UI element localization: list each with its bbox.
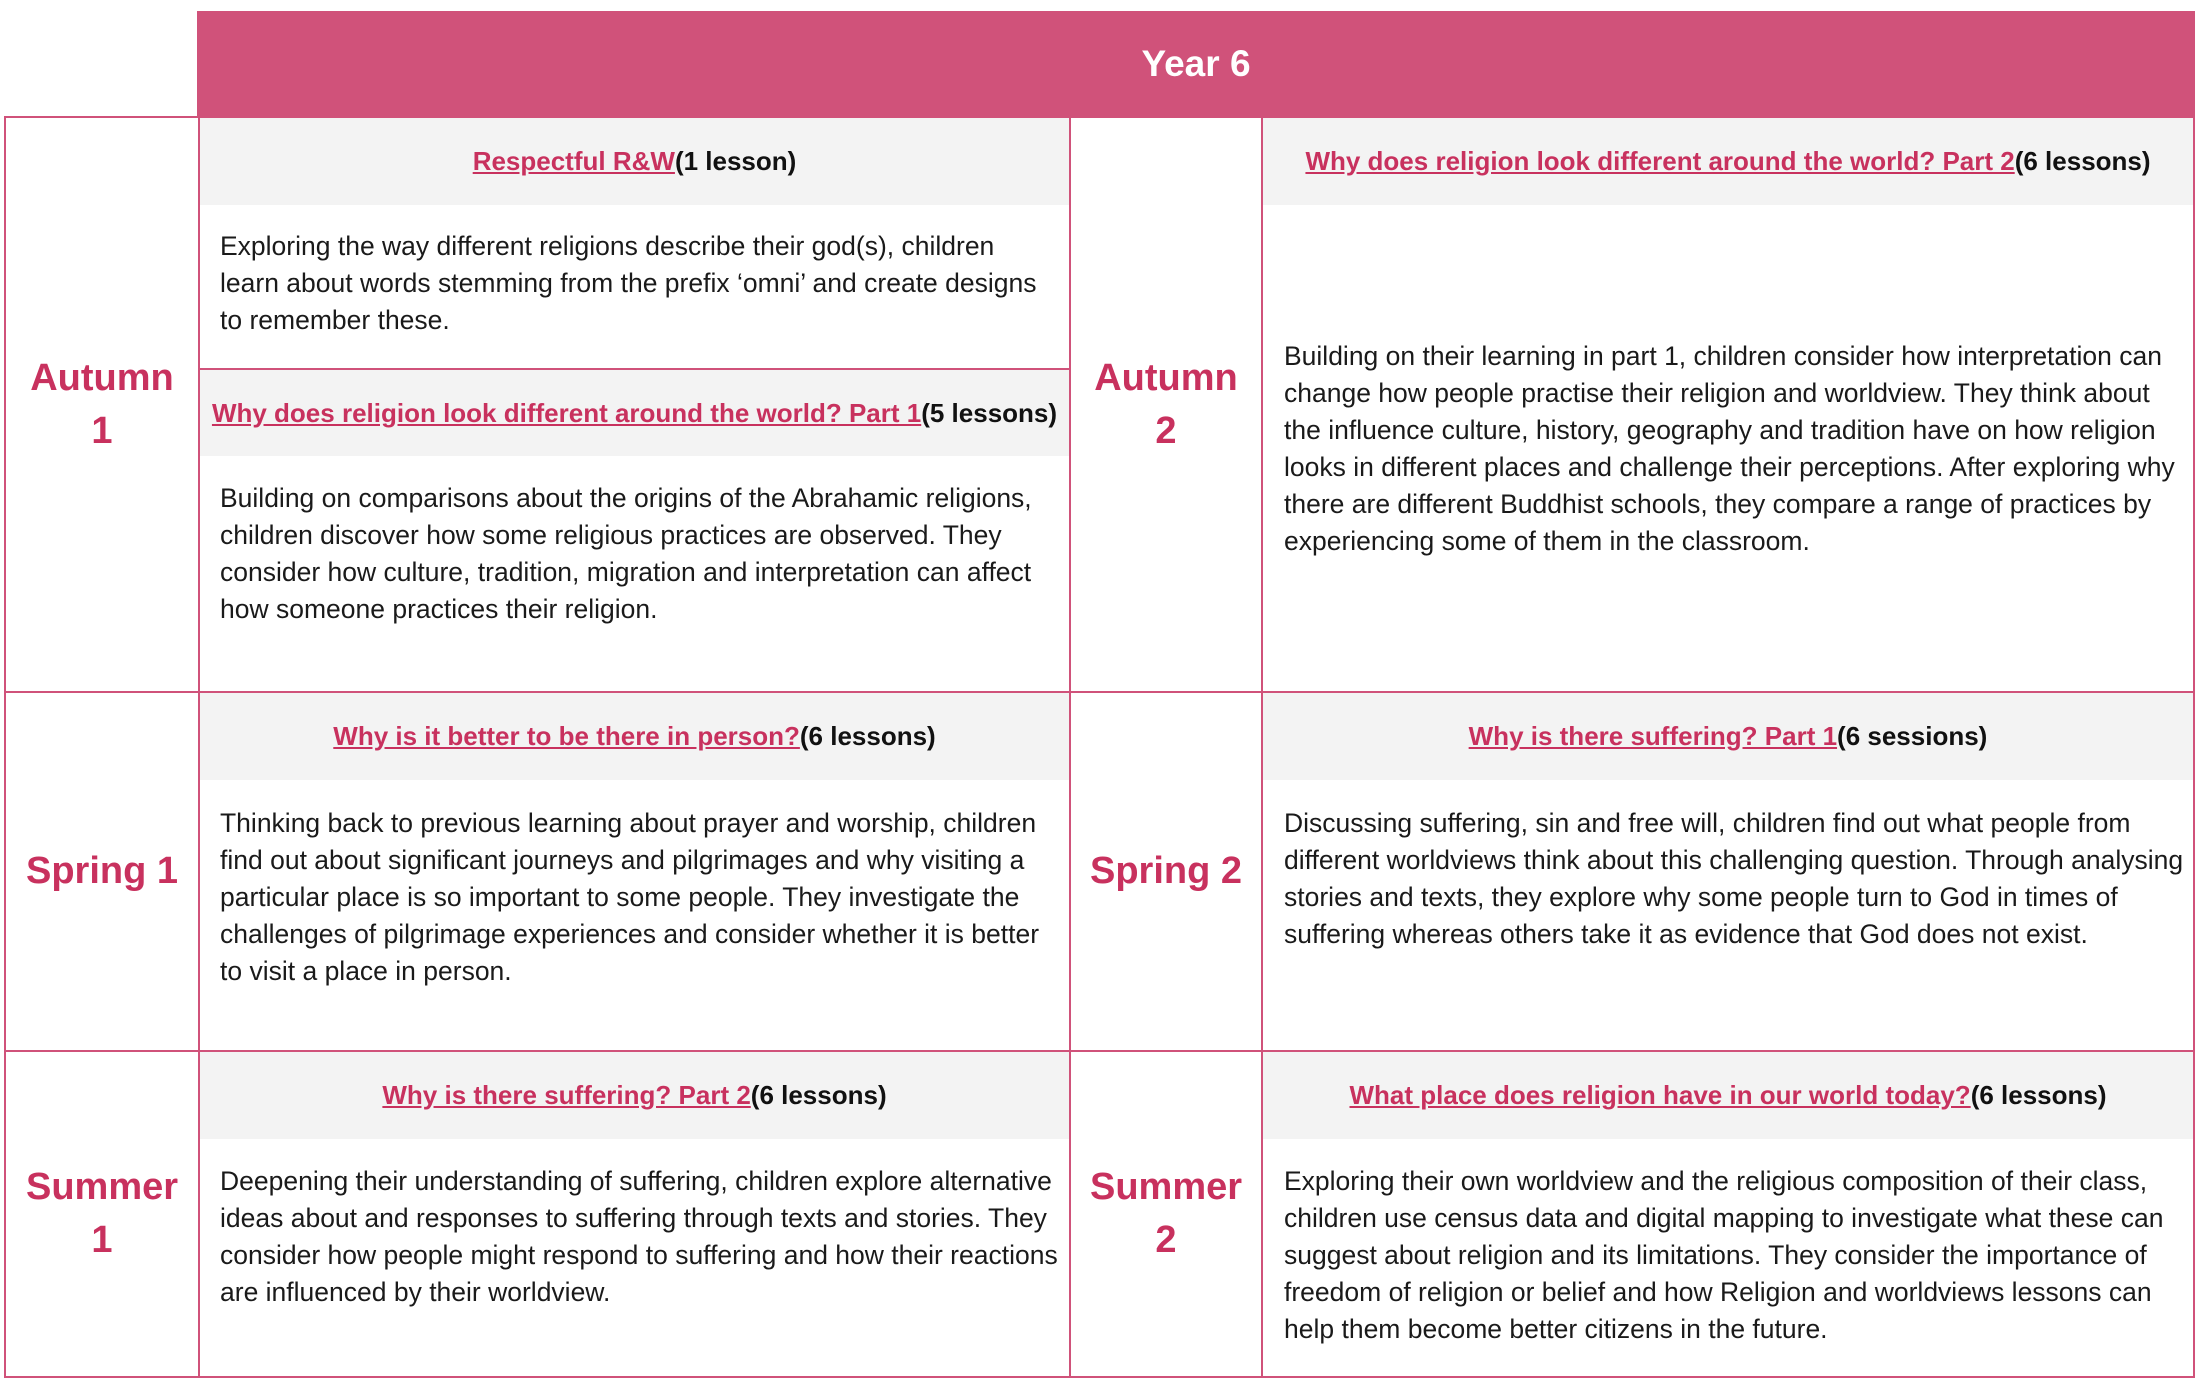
term-label-spring-1: Spring 1 bbox=[25, 850, 179, 892]
unit-description-better-in-person: Thinking back to previous learning about prayer and worship, children find out about significant journeys and pilgrimages and why visiting a particular place is so important to some people. They investigate the challenges of pilgrimage experiences and consider whether it is better to visit a place in person. bbox=[220, 808, 1040, 986]
unit-lesson-count: (1 lesson) bbox=[674, 146, 797, 176]
term-label-summer-1: Summer 1 bbox=[25, 1166, 179, 1261]
unit-lesson-count: (6 lessons) bbox=[750, 1080, 887, 1110]
unit-header-religion-different-part2 bbox=[1263, 118, 2193, 205]
unit-link-religion-different-part1[interactable]: Why does religion look different around the world? Part 1 bbox=[211, 397, 922, 428]
unit-lesson-count: (6 lessons) bbox=[799, 721, 936, 751]
term-label-spring-2: Spring 2 bbox=[1089, 850, 1243, 892]
curriculum-grid bbox=[4, 116, 2195, 1378]
unit-lesson-count: (6 sessions) bbox=[1837, 721, 1988, 751]
unit-description-suffering-part1: Discussing suffering, sin and free will, children find out what people from different worldviews think about this challenging question. Through analysing stories and texts, they explore why some people turn to God in times of suffering whereas others take it as evidence that God does not exist. bbox=[1284, 808, 2184, 949]
year-header bbox=[197, 11, 2195, 116]
term-label-summer-2: Summer 2 bbox=[1089, 1166, 1243, 1261]
unit-link-suffering-part2[interactable]: Why is there suffering? Part 2 bbox=[382, 1080, 751, 1110]
unit-link-better-in-person[interactable]: Why is it better to be there in person? bbox=[333, 721, 800, 751]
unit-description-religion-different-part2: Building on their learning in part 1, children consider how interpretation can change how people practise their religion and worldview. They think about the influence culture, history, geography and tradition have on how religion looks in different places and challenge their perceptions. After exploring why there are different Buddhist schools, they compare a range of practices by experiencing some of them in the classroom. bbox=[1284, 341, 2175, 556]
unit-header-religion-different-part1 bbox=[200, 370, 1069, 456]
unit-description-religion-world-today: Exploring their own worldview and the religious composition of their class, children use census data and digital mapping to investigate what these can suggest about religion and its limitations. They consider the importance of freedom of religion or belief and how Religion and worldviews lessons can help them become better citizens in the future. bbox=[1284, 1166, 2164, 1344]
unit-lesson-count: (5 lessons) bbox=[921, 397, 1058, 428]
unit-link-religion-world-today[interactable]: What place does religion have in our world today? bbox=[1349, 1080, 1971, 1110]
unit-description-respectful-rw: Exploring the way different religions describe their god(s), children learn about words stemming from the prefix ‘omni’ and create designs to remember these. bbox=[220, 231, 1037, 335]
term-label-autumn-2: Autumn 2 bbox=[1094, 356, 1238, 452]
unit-link-suffering-part1[interactable]: Why is there suffering? Part 1 bbox=[1468, 721, 1838, 751]
unit-description-suffering-part2: Deepening their understanding of suffering, children explore alternative ideas about and responses to suffering through texts and stories. They consider how people might respond to suffering and how their reactions are influenced by their worldview. bbox=[220, 1166, 1058, 1307]
unit-header-suffering-part1 bbox=[1263, 693, 2193, 780]
year-title: Year 6 bbox=[1141, 42, 1251, 84]
unit-header-religion-world-today bbox=[1263, 1052, 2193, 1139]
unit-link-respectful-rw[interactable]: Respectful R&W bbox=[472, 146, 675, 176]
unit-link-religion-different-part2[interactable]: Why does religion look different around the world? Part 2 bbox=[1305, 146, 2015, 176]
unit-lesson-count: (6 lessons) bbox=[2014, 146, 2151, 176]
unit-header-suffering-part2 bbox=[200, 1052, 1069, 1139]
unit-header-better-in-person bbox=[200, 693, 1069, 780]
term-label-autumn-1: Autumn 1 bbox=[30, 356, 174, 452]
unit-header-respectful-rw bbox=[200, 118, 1069, 205]
unit-description-religion-different-part1: Building on comparisons about the origins of the Abrahamic religions, children discover how some religious practices are observed. They consider how culture, tradition, migration and interpretation can affect how someone practices their religion. bbox=[220, 483, 1032, 624]
unit-lesson-count: (6 lessons) bbox=[1970, 1080, 2107, 1110]
